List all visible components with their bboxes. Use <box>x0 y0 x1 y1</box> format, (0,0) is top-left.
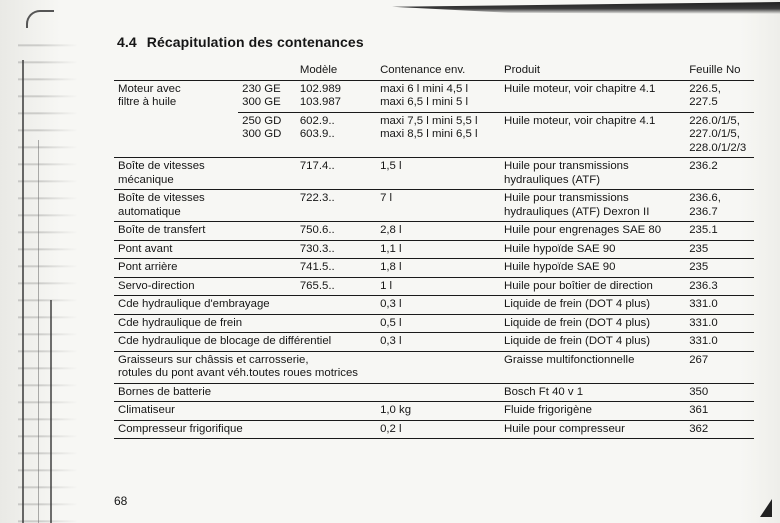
cell-variant <box>238 112 296 158</box>
cell-model: 765.5.. <box>296 277 376 296</box>
sheet-line: 235.1 <box>689 224 718 236</box>
header-capacity: Contenance env. <box>376 62 500 80</box>
sheet-line: 235 <box>689 242 709 255</box>
row-name-line: Graisseurs sur châssis et carrosserie, <box>118 353 309 366</box>
sheet-line: 362 <box>689 422 709 435</box>
cell-sheet <box>685 240 754 259</box>
product-line: Huile pour transmissions <box>503 192 629 204</box>
table-row <box>114 240 754 259</box>
model-line: 602.9.. <box>299 114 335 127</box>
cell-product <box>500 240 685 259</box>
cell-sheet <box>685 277 754 296</box>
table-row <box>114 383 754 402</box>
header-blank <box>238 62 296 80</box>
row-name-line: Cde hydraulique de frein <box>118 316 243 329</box>
cell-name <box>114 240 296 259</box>
cell-capacity: 2,8 l <box>376 222 500 241</box>
cell-sheet <box>685 351 754 383</box>
cell-product <box>500 259 685 278</box>
table-row <box>114 296 754 315</box>
product-line: Liquide de frein (DOT 4 plus) <box>503 298 651 310</box>
row-name-line: mécanique <box>118 173 174 186</box>
table-row-engine-petrol <box>114 80 754 112</box>
row-name-line: Boîte de vitesses <box>118 160 205 172</box>
table-row <box>114 420 754 439</box>
capacity-line: maxi 6,5 l mini 5 l <box>380 96 469 108</box>
section-title: Récapitulation des contenances <box>146 34 364 50</box>
capacity-line: maxi 8,5 l mini 6,5 l <box>380 128 478 140</box>
cell-capacity: 1 l <box>376 277 500 296</box>
cell-product: Huile moteur, voir chapitre 4.1 <box>500 112 685 158</box>
row-name-line: automatique <box>118 205 181 218</box>
variant-line: 250 GD <box>242 114 282 127</box>
product-line: Huile pour compresseur <box>503 422 625 435</box>
capacity-line: maxi 6 l mini 4,5 l <box>380 82 469 95</box>
cell-model <box>296 80 376 112</box>
cell-model <box>296 402 376 421</box>
scan-shadow-top <box>392 2 780 14</box>
row-name-line: Pont avant <box>118 242 173 255</box>
cell-sheet <box>685 383 754 402</box>
cell-name <box>114 277 296 296</box>
variant-line: 300 GD <box>242 128 282 140</box>
section-number: 4.4 <box>117 34 137 50</box>
table-row <box>114 333 754 352</box>
cell-capacity <box>376 80 500 112</box>
table-row <box>114 351 754 383</box>
cell-product <box>500 296 685 315</box>
cell-name <box>114 351 500 383</box>
cell-sheet <box>685 296 754 315</box>
cell-sheet <box>685 158 754 190</box>
product-line: Liquide de frein (DOT 4 plus) <box>503 316 651 329</box>
header-model: Modèle <box>296 62 376 80</box>
cell-product <box>500 333 685 352</box>
cell-name <box>114 420 296 439</box>
sheet-line: 228.0/1/2/3 <box>689 141 747 154</box>
cell-sheet <box>685 420 754 439</box>
cell-name <box>114 314 296 333</box>
table-row <box>114 158 754 190</box>
cell-product <box>500 314 685 333</box>
cell-sheet <box>685 402 754 421</box>
cell-sheet <box>685 80 754 112</box>
cell-capacity <box>376 383 500 402</box>
sheet-line: 236.2 <box>689 160 718 172</box>
product-line: Huile pour boîtier de direction <box>503 279 653 292</box>
cell-product <box>500 383 685 402</box>
cell-model: 730.3.. <box>296 240 376 259</box>
cell-name <box>114 333 376 352</box>
sheet-line: 226.5, <box>689 82 721 95</box>
sheet-line: 331.0 <box>689 298 718 310</box>
product-line: Huile hypoïde SAE 90 <box>503 261 616 273</box>
sheet-line: 350 <box>689 385 709 398</box>
header-blank <box>114 62 238 80</box>
cell-capacity: 1,1 l <box>376 240 500 259</box>
sheet-line: 236.3 <box>689 279 718 292</box>
cell-model: 750.6.. <box>296 222 376 241</box>
cell-product <box>500 420 685 439</box>
product-line: Liquide de frein (DOT 4 plus) <box>503 335 651 347</box>
variant-line: 230 GE <box>242 82 281 95</box>
engine-name-line: filtre à huile <box>118 96 177 108</box>
capacity-line: maxi 7,5 l mini 5,5 l <box>380 114 478 127</box>
product-line: Graisse multifonctionnelle <box>503 353 635 366</box>
cell-variant <box>238 80 296 112</box>
row-name-line: Cde hydraulique d'embrayage <box>118 298 270 310</box>
cell-model <box>296 112 376 158</box>
cell-product: Huile moteur, voir chapitre 4.1 <box>503 82 656 95</box>
table-row-engine-diesel <box>114 112 754 158</box>
cell-capacity: 1,8 l <box>376 259 500 278</box>
product-line: Huile pour transmissions <box>503 160 629 172</box>
cell-sheet <box>685 222 754 241</box>
sheet-line: 226.0/1/5, <box>689 114 740 127</box>
table-header-row <box>114 62 754 80</box>
model-line: 102.989 <box>299 82 342 95</box>
sheet-line: 235 <box>689 261 709 273</box>
product-line: Huile pour engrenages SAE 80 <box>503 224 662 236</box>
scan-corner-mark <box>26 10 54 28</box>
row-name-line: Boîte de transfert <box>118 224 206 236</box>
sheet-line: 236.6, <box>689 192 721 204</box>
sheet-line: 236.7 <box>689 205 718 218</box>
scan-corner-mark <box>760 499 772 517</box>
cell-name <box>114 112 238 158</box>
row-name-line: rotules du pont avant véh.toutes roues motrices <box>118 367 358 379</box>
row-name-line: Servo-direction <box>118 279 195 292</box>
cell-name <box>114 259 296 278</box>
cell-name <box>114 158 296 190</box>
cell-model: 741.5.. <box>296 259 376 278</box>
sheet-line: 227.5 <box>689 96 718 108</box>
table-row <box>114 259 754 278</box>
product-line: hydrauliques (ATF) <box>503 173 600 186</box>
cell-capacity: 1,5 l <box>376 158 500 190</box>
cell-sheet <box>685 259 754 278</box>
cell-capacity: 0,5 l <box>376 314 500 333</box>
cell-capacity <box>376 112 500 158</box>
cell-product <box>500 222 685 241</box>
capacities-table <box>114 62 754 439</box>
sheet-line: 227.0/1/5, <box>689 128 740 140</box>
cell-product <box>500 158 685 190</box>
cell-model: 722.3.. <box>296 190 376 222</box>
cell-capacity: 0,3 l <box>376 296 500 315</box>
cell-product <box>500 402 685 421</box>
cell-product <box>500 277 685 296</box>
spine-line <box>22 60 24 523</box>
row-name-line: Boîte de vitesses <box>118 192 205 204</box>
sheet-line: 267 <box>689 353 709 366</box>
spine-line <box>50 300 52 523</box>
table-row <box>114 314 754 333</box>
cell-product <box>500 190 685 222</box>
cell-model <box>296 383 376 402</box>
row-name-line: Climatiseur <box>118 404 175 416</box>
engine-name-line: Moteur avec <box>118 82 181 95</box>
table-row <box>114 402 754 421</box>
header-sheet: Feuille No <box>685 62 754 80</box>
row-name-line: Pont arrière <box>118 261 178 273</box>
cell-name <box>114 402 296 421</box>
sheet-line: 331.0 <box>689 316 718 329</box>
product-line: Fluide frigorigène <box>503 404 592 416</box>
cell-name <box>114 296 296 315</box>
cell-capacity: 1,0 kg <box>376 402 500 421</box>
cell-sheet <box>685 112 754 158</box>
cell-model <box>296 296 376 315</box>
table-row <box>114 277 754 296</box>
cell-sheet <box>685 333 754 352</box>
cell-sheet <box>685 314 754 333</box>
row-name-line: Bornes de batterie <box>118 385 212 398</box>
table-row <box>114 190 754 222</box>
cell-model <box>296 314 376 333</box>
product-line: Bosch Ft 40 v 1 <box>503 385 584 398</box>
table-rows <box>114 158 754 439</box>
cell-product <box>500 351 685 383</box>
cell-name <box>114 383 296 402</box>
table-row <box>114 222 754 241</box>
sheet-line: 331.0 <box>689 335 718 347</box>
row-name-line: Cde hydraulique de blocage de différentiel <box>118 335 332 347</box>
header-product: Produit <box>500 62 685 80</box>
cell-name <box>114 80 238 112</box>
cell-capacity: 7 l <box>376 190 500 222</box>
cell-name <box>114 190 296 222</box>
sheet-line: 361 <box>689 404 709 416</box>
row-name-line: Compresseur frigorifique <box>118 422 243 435</box>
cell-model: 717.4.. <box>296 158 376 190</box>
spine-line <box>38 140 39 523</box>
section-heading <box>117 34 374 50</box>
cell-name <box>114 222 296 241</box>
cell-capacity: 0,2 l <box>376 420 500 439</box>
product-line: Huile hypoïde SAE 90 <box>503 242 616 255</box>
cell-model <box>296 420 376 439</box>
model-line: 103.987 <box>299 96 342 108</box>
variant-line: 300 GE <box>242 96 281 108</box>
cell-capacity: 0,3 l <box>376 333 500 352</box>
model-line: 603.9.. <box>299 128 335 140</box>
binding-shadow <box>18 30 78 523</box>
cell-sheet <box>685 190 754 222</box>
product-line: hydrauliques (ATF) Dexron II <box>503 205 650 218</box>
page-number: 68 <box>114 494 128 508</box>
